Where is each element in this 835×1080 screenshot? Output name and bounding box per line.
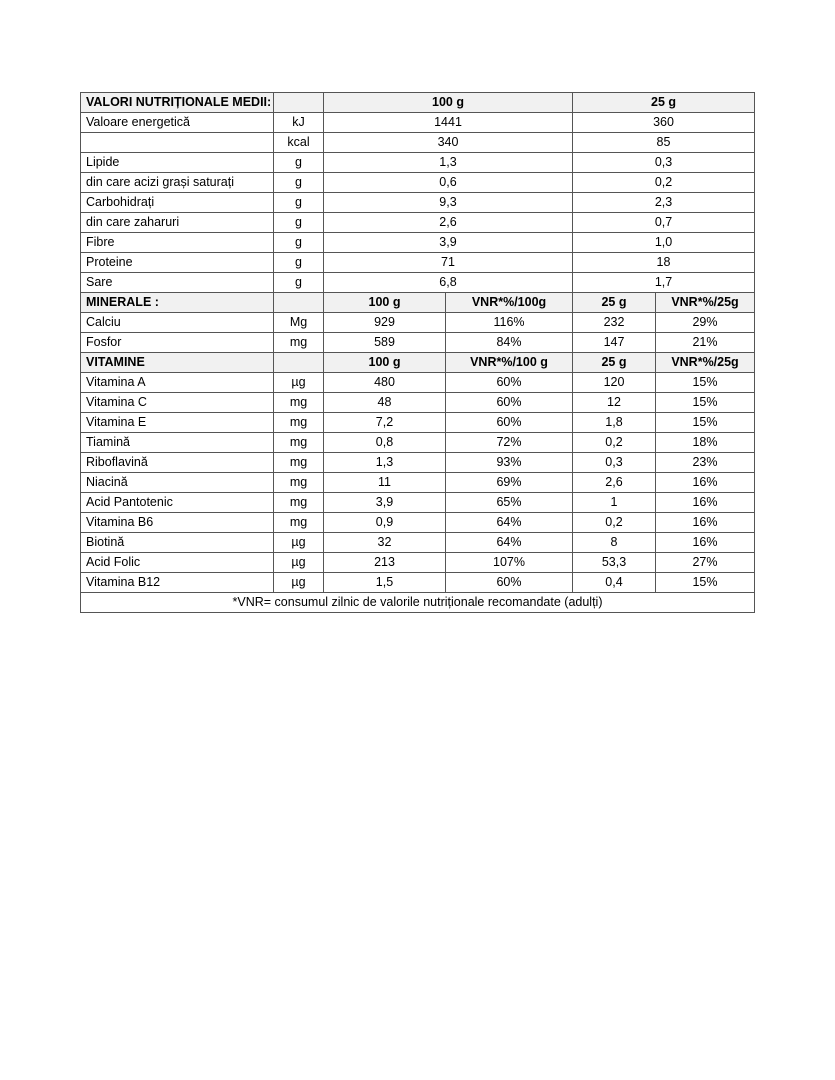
table-row [81,313,755,333]
vnr-25g: 15% [656,373,755,393]
vnr-100g: 60% [446,413,573,433]
table-row [81,513,755,533]
table-row [81,413,755,433]
footnote: *VNR= consumul zilnic de valorile nutriționale recomandate (adulți) [81,593,755,613]
nutrient-name: Carbohidrați [81,193,274,213]
nutrient-unit: mg [274,493,324,513]
table-row [81,533,755,553]
vnr-100g: 60% [446,573,573,593]
vitamins-header-row [81,353,755,373]
nutrient-unit: µg [274,373,324,393]
header-unit-cell [274,353,324,373]
table-row [81,113,755,133]
nutrient-unit: µg [274,533,324,553]
nutrient-unit: Mg [274,313,324,333]
value-100g: 71 [324,253,573,273]
nutrient-unit: g [274,213,324,233]
nutrient-name: Riboflavină [81,453,274,473]
header-vnr-100g: VNR*%/100 g [446,353,573,373]
table-header-row [81,93,755,113]
header-25g: 25 g [573,293,656,313]
header-vnr-25g: VNR*%/25g [656,293,755,313]
nutrient-unit: mg [274,473,324,493]
value-100g: 589 [324,333,446,353]
nutrient-unit: g [274,233,324,253]
nutrient-unit: µg [274,553,324,573]
vnr-25g: 21% [656,333,755,353]
value-25g: 147 [573,333,656,353]
nutrient-unit: kJ [274,113,324,133]
nutrient-unit: mg [274,513,324,533]
vnr-25g: 15% [656,413,755,433]
nutrient-name: Fosfor [81,333,274,353]
value-100g: 0,6 [324,173,573,193]
vnr-100g: 65% [446,493,573,513]
nutrient-unit: mg [274,413,324,433]
nutrient-name: Vitamina C [81,393,274,413]
nutrient-name: Acid Folic [81,553,274,573]
nutrient-name [81,133,274,153]
nutrient-unit: g [274,173,324,193]
nutrient-name: din care acizi grași saturați [81,173,274,193]
value-25g: 1,7 [573,273,755,293]
nutrient-name: Vitamina A [81,373,274,393]
nutrient-name: Vitamina E [81,413,274,433]
table-title: VALORI NUTRIȚIONALE MEDII: [81,93,274,113]
nutrient-unit: kcal [274,133,324,153]
nutrient-unit: mg [274,433,324,453]
value-100g: 1,3 [324,453,446,473]
table-row [81,393,755,413]
minerals-section-title: MINERALE : [81,293,274,313]
header-25g: 25 g [573,353,656,373]
vnr-25g: 16% [656,513,755,533]
table-row [81,373,755,393]
value-25g: 0,3 [573,453,656,473]
vnr-25g: 16% [656,493,755,513]
table-row [81,233,755,253]
value-25g: 0,3 [573,153,755,173]
nutrient-unit: g [274,273,324,293]
value-25g: 1,0 [573,233,755,253]
vnr-25g: 27% [656,553,755,573]
value-25g: 2,6 [573,473,656,493]
nutrient-name: Calciu [81,313,274,333]
vnr-100g: 93% [446,453,573,473]
nutrient-name: Niacină [81,473,274,493]
nutrient-name: Biotină [81,533,274,553]
value-100g: 32 [324,533,446,553]
table-row [81,133,755,153]
value-100g: 2,6 [324,213,573,233]
value-100g: 1,5 [324,573,446,593]
table-row [81,473,755,493]
vnr-100g: 64% [446,513,573,533]
nutrient-name: Lipide [81,153,274,173]
value-100g: 0,8 [324,433,446,453]
value-100g: 1,3 [324,153,573,173]
table-row [81,333,755,353]
value-100g: 48 [324,393,446,413]
value-25g: 360 [573,113,755,133]
vnr-25g: 18% [656,433,755,453]
nutrient-name: Acid Pantotenic [81,493,274,513]
nutrient-name: Fibre [81,233,274,253]
value-25g: 2,3 [573,193,755,213]
table-row [81,213,755,233]
minerals-header-row [81,293,755,313]
vnr-100g: 84% [446,333,573,353]
value-25g: 0,7 [573,213,755,233]
header-unit-cell [274,293,324,313]
nutrient-name: Sare [81,273,274,293]
value-25g: 85 [573,133,755,153]
header-100g: 100 g [324,93,573,113]
nutrition-table [80,92,755,613]
vnr-100g: 107% [446,553,573,573]
vnr-25g: 23% [656,453,755,473]
value-25g: 0,2 [573,173,755,193]
value-25g: 120 [573,373,656,393]
header-vnr-25g: VNR*%/25g [656,353,755,373]
value-25g: 0,4 [573,573,656,593]
header-unit-cell [274,93,324,113]
header-100g: 100 g [324,293,446,313]
nutrient-unit: g [274,253,324,273]
vnr-25g: 16% [656,473,755,493]
vnr-100g: 64% [446,533,573,553]
value-25g: 0,2 [573,513,656,533]
table-row [81,493,755,513]
table-row [81,433,755,453]
nutrient-unit: mg [274,393,324,413]
header-vnr-100g: VNR*%/100g [446,293,573,313]
table-row [81,553,755,573]
value-25g: 12 [573,393,656,413]
nutrient-name: Proteine [81,253,274,273]
value-100g: 3,9 [324,493,446,513]
footnote-row [81,593,755,613]
nutrient-unit: mg [274,453,324,473]
header-100g: 100 g [324,353,446,373]
vnr-100g: 72% [446,433,573,453]
vitamins-section-title: VITAMINE [81,353,274,373]
nutrient-unit: mg [274,333,324,353]
vnr-25g: 16% [656,533,755,553]
vnr-100g: 60% [446,373,573,393]
value-100g: 340 [324,133,573,153]
table-row [81,193,755,213]
value-100g: 3,9 [324,233,573,253]
nutrient-name: Vitamina B6 [81,513,274,533]
value-100g: 9,3 [324,193,573,213]
value-25g: 1,8 [573,413,656,433]
vnr-25g: 29% [656,313,755,333]
value-100g: 480 [324,373,446,393]
value-25g: 53,3 [573,553,656,573]
value-25g: 1 [573,493,656,513]
vnr-100g: 116% [446,313,573,333]
nutrient-unit: g [274,153,324,173]
table-row [81,153,755,173]
table-row [81,273,755,293]
table-row [81,253,755,273]
nutrient-unit: µg [274,573,324,593]
nutrient-name: din care zaharuri [81,213,274,233]
value-25g: 8 [573,533,656,553]
value-100g: 0,9 [324,513,446,533]
table-row [81,453,755,473]
value-25g: 232 [573,313,656,333]
nutrition-table-body [81,93,755,613]
value-100g: 929 [324,313,446,333]
value-100g: 7,2 [324,413,446,433]
value-25g: 18 [573,253,755,273]
nutrient-unit: g [274,193,324,213]
value-100g: 11 [324,473,446,493]
header-25g: 25 g [573,93,755,113]
nutrient-name: Valoare energetică [81,113,274,133]
table-row [81,173,755,193]
value-25g: 0,2 [573,433,656,453]
value-100g: 6,8 [324,273,573,293]
table-row [81,573,755,593]
vnr-25g: 15% [656,573,755,593]
value-100g: 213 [324,553,446,573]
vnr-100g: 69% [446,473,573,493]
vnr-25g: 15% [656,393,755,413]
value-100g: 1441 [324,113,573,133]
nutrient-name: Tiamină [81,433,274,453]
vnr-100g: 60% [446,393,573,413]
nutrient-name: Vitamina B12 [81,573,274,593]
